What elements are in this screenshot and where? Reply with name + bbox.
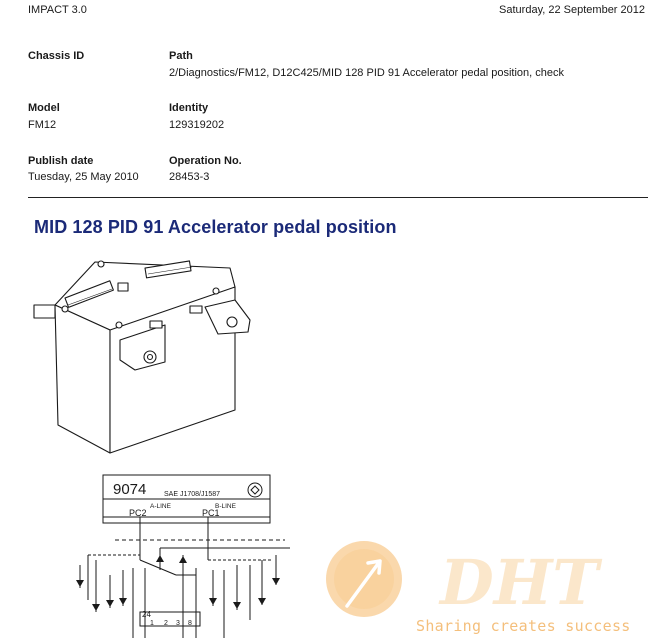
a-line-label: A-LINE: [150, 503, 171, 510]
dht-watermark-logo: [322, 536, 622, 626]
bus-standard-label: SAE J1708/J1587: [164, 491, 221, 498]
publish-date-value: Tuesday, 25 May 2010: [28, 171, 139, 183]
svg-text:DHT: DHT: [440, 546, 599, 619]
identity-label: Identity: [169, 102, 209, 114]
identity-value: 129319202: [169, 119, 225, 131]
section-title: MID 128 PID 91 Accelerator pedal position: [34, 217, 397, 237]
operation-no-value: 28453-3: [169, 171, 210, 183]
pc2-label: PC2: [129, 508, 147, 518]
watermark-slogan: Sharing creates success: [416, 617, 631, 635]
chassis-id-label: Chassis ID: [28, 50, 85, 62]
path-label: Path: [169, 50, 193, 62]
model-label: Model: [28, 102, 60, 114]
pin-24-label: 24: [142, 610, 151, 619]
publish-date-label: Publish date: [28, 155, 94, 167]
pc1-label: PC1: [202, 508, 220, 518]
pin-1-label: 1: [150, 620, 154, 627]
pin-3-label: 3: [176, 620, 180, 627]
path-value: 2/Diagnostics/FM12, D12C425/MID 128 PID 91 Accelerator pedal position, check: [169, 67, 564, 79]
pin-2-label: 2: [164, 620, 168, 627]
model-value: FM12: [28, 119, 57, 131]
b-line-label: B-LINE: [215, 503, 236, 510]
print-date: Saturday, 22 September 2012: [499, 4, 645, 16]
connector-number: 9074: [113, 481, 147, 498]
app-name: IMPACT 3.0: [28, 4, 87, 16]
operation-no-label: Operation No.: [169, 155, 242, 167]
pin-8-label: 8: [188, 620, 192, 627]
